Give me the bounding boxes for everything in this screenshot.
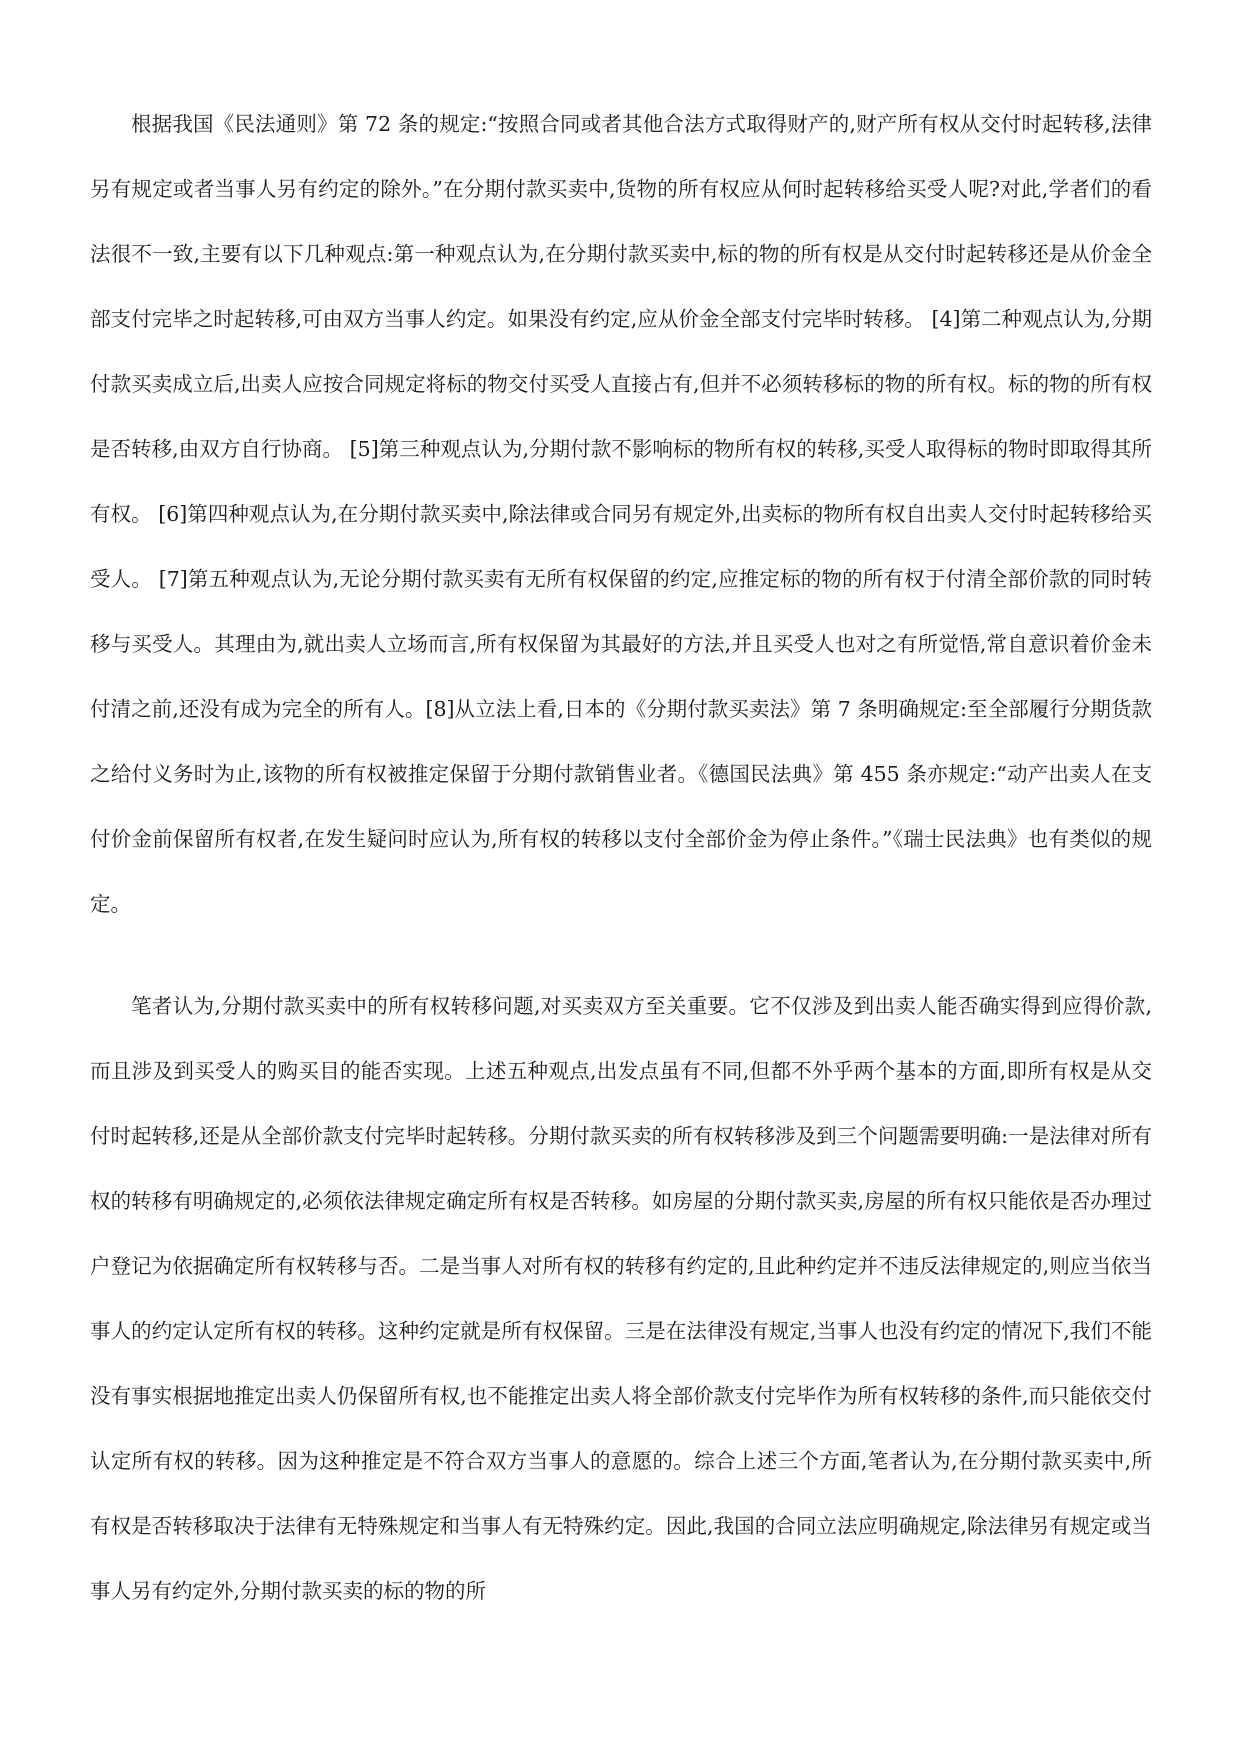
paragraph-2: 笔者认为,分期付款买卖中的所有权转移问题,对买卖双方至关重要。它不仅涉及到出卖人能否确实得到应得价款,而且涉及到买受人的购买目的能否实现。上述五种观点,出发点虽有不同,但都不外乎两个基本的方面,即所有权是从交付时起转移,还是从全部价款支付完毕时起转移。分期付款买卖的所有权转移涉及到三个问题需要明确:一是法律对所有权的转移有明确规定的,必须依法律规定确定所有权是否转移。如房屋的分期付款买卖,房屋的所有权只能依是否办理过户登记为依据确定所有权转移与否。二是当事人对所有权的转移有约定的,且此种约定并不违反法律规定的,则应当依当事人的约定认定所有权的转移。这种约定就是所有权保留。三是在法律没有规定,当事人也没有约定的情况下,我们不能没有事实根据地推定出卖人仍保留所有权,也不能推定出卖人将全部价款支付完毕作为所有权转移的条件,而只能依交付认定所有权的转移。因为这种推定是不符合双方当事人的意愿的。综合上述三个方面,笔者认为,在分期付款买卖中,所有权是否转移取决于法律有无特殊规定和当事人有无特殊约定。因此,我国的合同立法应明确规定,除法律另有规定或当事人另有约定外,分期付款买卖的标的物的所 (90, 994, 1152, 1603)
paragraph-1: 根据我国《民法通则》第 72 条的规定:“按照合同或者其他合法方式取得财产的,财产所有权从交付时起转移,法律另有规定或者当事人另有约定的除外。”在分期付款买卖中,货物的所有权应从何时起转移给买受人呢?对此,学者们的看法很不一致,主要有以下几种观点:第一种观点认为,在分期付款买卖中,标的物的所有权是从交付时起转移还是从价金全部支付完毕之时起转移,可由双方当事人约定。如果没有约定,应从价金全部支付完毕时转移。 [4]第二种观点认为,分期付款买卖成立后,出卖人应按合同规定将标的物交付买受人直接占有,但并不必须转移标的物的所有权。标的物的所有权是否转移,由双方自行协商。 [5]第三种观点认为,分期付款不影响标的物所有权的转移,买受人取得标的物时即取得其所有权。 [6]第四种观点认为,在分期付款买卖中,除法律或合同另有规定外,出卖标的物所有权自出卖人交付时起转移给买受人。 [7]第五种观点认为,无论分期付款买卖有无所有权保留的约定,应推定标的物的所有权于付清全部价款的同时转移与买受人。其理由为,就出卖人立场而言,所有权保留为其最好的方法,并且买受人也对之有所觉悟,常自意识着价金未付清之前,还没有成为完全的所有人。[8]从立法上看,日本的《分期付款买卖法》第 7 条明确规定:至全部履行分期货款之给付义务时为止,该物的所有权被推定保留于分期付款销售业者。《德国民法典》第 455 条亦规定:“动产出卖人在支付价金前保留所有权者,在发生疑问时应认为,所有权的转移以支付全部价金为停止条件。”《瑞士民法典》也有类似的规定。 (90, 112, 1152, 916)
document-body (90, 92, 1152, 1624)
